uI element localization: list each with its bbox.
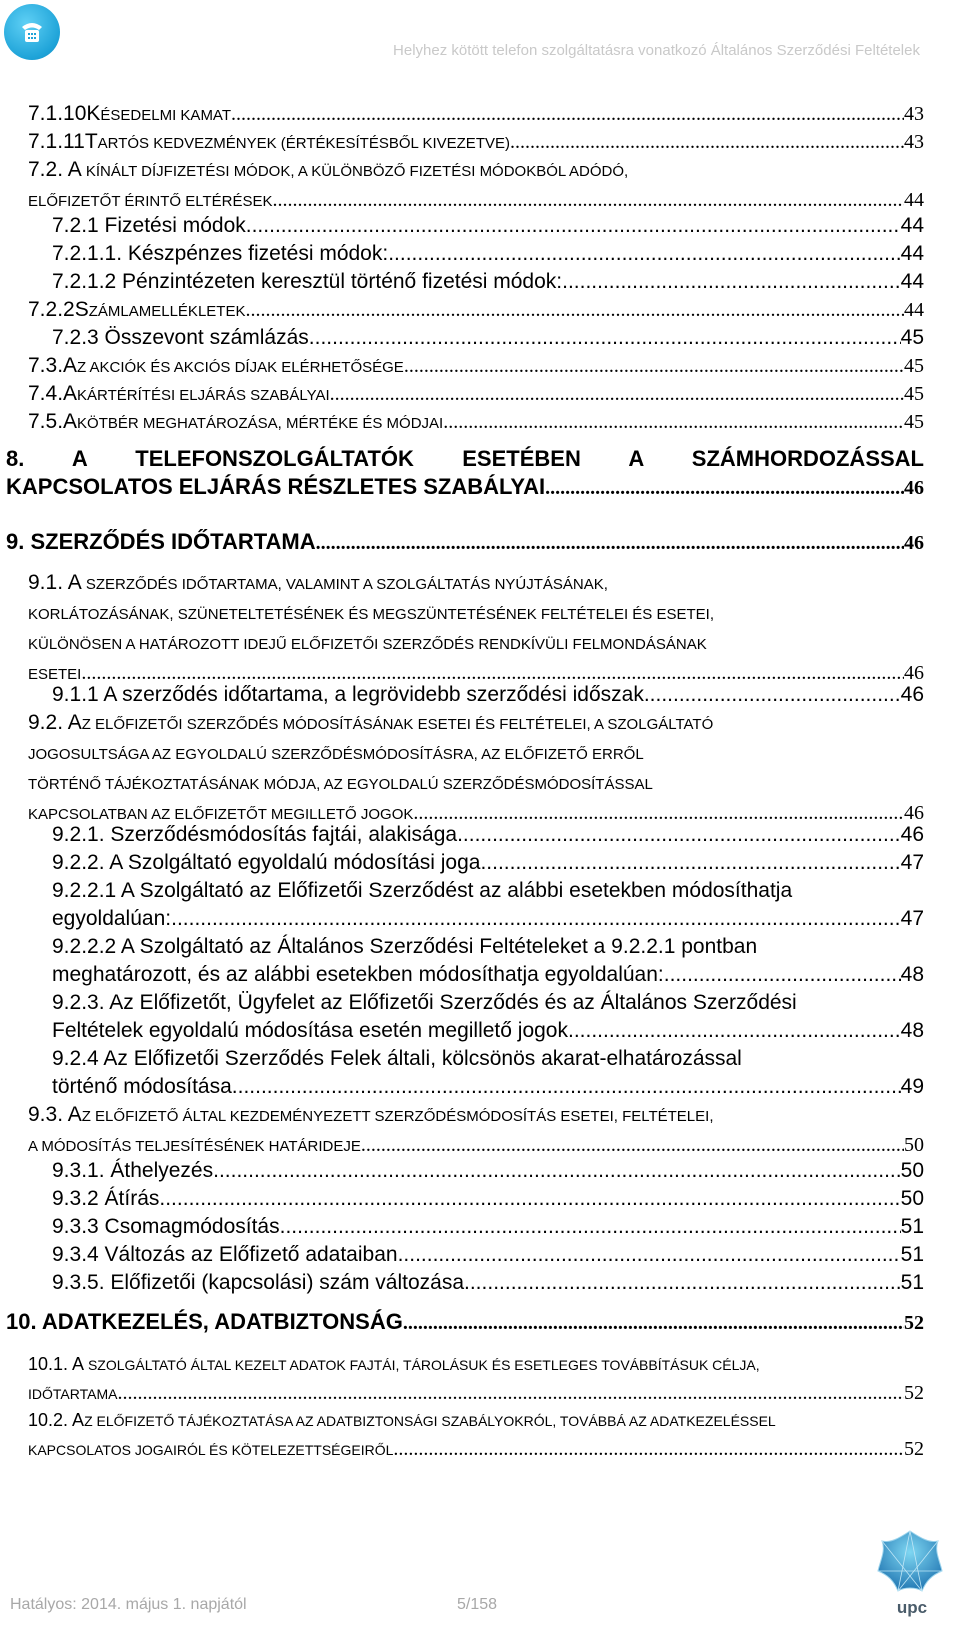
toc-entry[interactable]: 7.1.11 T ARTÓS KEDVEZMÉNYEK (ÉRTÉKESÍTÉSBŐL KIVEZETVE) ..... 43 [28,128,924,158]
svg-text:upc: upc [896,1598,928,1617]
page-number: 47 [900,907,924,930]
page-number: 46 [904,532,924,554]
toc-entry[interactable]: 9.1.1 A szerződés időtartama, a legrövidebb szerződési időszak ..... 46 [52,681,924,709]
toc-entry[interactable]: 9.3.1. Áthelyezés ..... 50 [52,1157,924,1185]
page-number: 48 [900,963,924,986]
page-number: 45 [904,383,924,405]
page-number: 46 [900,823,924,846]
toc-entry[interactable]: 9.2. AZ ELŐFIZETŐI SZERZŐDÉS MÓDOSÍTÁSÁNAK ESETEI ÉS FELTÉTELEI, A SZOLGÁLTATÓ JOGOSULTSÁGA AZ EGYOLDALÚ SZERZŐDÉSMÓDOSÍTÁSRA, AZ ELŐFIZETŐ ERRŐL TÖRTÉNŐ TÁJÉKOZTATÁSÁNAK MÓDJA, AZ EGYOLDALÚ SZERZŐDÉSMÓDOSÍTÁSSAL KAPCSOLATBAN AZ ELŐFIZETŐT MEGILLETŐ JOGOK ..... 46 [28,709,924,829]
toc-entry[interactable]: 9.1. A SZERZŐDÉS IDŐTARTAMA, VALAMINT A SZOLGÁLTATÁS NYÚJTÁSÁNAK, KORLÁTOZÁSÁNAK, SZÜNETELTETÉSÉNEK ÉS MEGSZÜNTETÉSÉNEK FELTÉTELEI ÉS ESETEI, KÜLÖNÖSEN A HATÁROZOTT IDEJŰ ELŐFIZETŐI SZERZŐDÉS RENDKÍVÜLI FELMONDÁSÁNAK ESETEI ..... 46 [28,569,924,689]
page-number: 44 [900,214,924,237]
toc-heading[interactable]: 8. A TELEFONSZOLGÁLTATÓK ESETÉBEN A SZÁMHORDOZÁSSAL KAPCSOLATOS ELJÁRÁS RÉSZLETES SZABÁLYAI ..... 46 [6,445,924,502]
page-number: 50 [900,1159,924,1182]
page-number: 48 [900,1019,924,1042]
toc-entry[interactable]: 7.2.1 Fizetési módok ..... 44 [52,212,924,240]
page-number: 46 [900,683,924,706]
page-number: 52 [904,1438,924,1460]
toc-entry[interactable]: 9.2.2.2 A Szolgáltató az Általános Szerződési Feltételeket a 9.2.2.1 pontban meghatározott, és az alábbi esetekben módosíthatja egyoldalúan: ..... 48 [52,933,924,989]
page-number: 50 [900,1187,924,1210]
toc-entry[interactable]: 10.2. AZ ELŐFIZETŐ TÁJÉKOZTATÁSA AZ ADATBIZTONSÁGI SZABÁLYOKRÓL, TOVÁBBÁ AZ ADATKEZELÉSSEL KAPCSOLATOS JOGAIRÓL ÉS KÖTELEZETTSÉGEIRŐL ..... 52 [28,1406,924,1464]
upc-logo-icon [868,1525,952,1619]
toc-entry[interactable]: 7.2.2 S ZÁMLAMELLÉKLETEK ..... 44 [28,296,924,326]
toc-entry[interactable]: 9.3. AZ ELŐFIZETŐ ÁLTAL KEZDEMÉNYEZETT SZERZŐDÉSMÓDOSÍTÁS ESETEI, FELTÉTELEI, A MÓDOSÍTÁS TELJESÍTÉSÉNEK HATÁRIDEJE ..... 50 [28,1101,924,1161]
toc-heading[interactable]: 10. ADATKEZELÉS, ADATBIZTONSÁG ..... 52 [6,1308,924,1337]
page-number: 51 [900,1271,924,1294]
toc-entry[interactable]: 9.3.2 Átírás ..... 50 [52,1185,924,1213]
page-number: 50 [904,1134,924,1156]
page-number: 43 [904,103,924,125]
page-number: 46 [904,662,924,684]
page-number: 46 [904,802,924,824]
header-title: Helyhez kötött telefon szolgáltatásra vonatkozó Általános Szerződési Feltételek [393,42,920,59]
page-number: 44 [900,242,924,265]
page-number: 44 [904,189,924,211]
toc-entry[interactable]: 9.3.3 Csomagmódosítás ..... 51 [52,1213,924,1241]
toc-heading[interactable]: 9. SZERZŐDÉS IDŐTARTAMA ..... 46 [6,528,924,557]
toc-entry[interactable]: 7.1.10 K ÉSEDELMI KAMAT ..... 43 [28,100,924,130]
page-number: 46 [904,477,924,499]
page-number: 45 [904,411,924,433]
toc-entry[interactable]: 9.3.4 Változás az Előfizető adataiban ..... 51 [52,1241,924,1269]
page-number: 44 [900,270,924,293]
page-number: 51 [900,1243,924,1266]
toc-entry[interactable]: 7.3. A Z AKCIÓK ÉS AKCIÓS DÍJAK ELÉRHETŐSÉGE ..... 45 [28,352,924,382]
page-number: 47 [900,851,924,874]
toc-entry[interactable]: 9.2.1. Szerződésmódosítás fajtái, alakisága ..... 46 [52,821,924,849]
page-number: 45 [904,355,924,377]
page-number: 52 [904,1312,924,1334]
page-number: 51 [900,1215,924,1238]
page-number: 49 [900,1075,924,1098]
toc-entry[interactable]: 9.2.2.1 A Szolgáltató az Előfizetői Szerződést az alábbi esetekben módosíthatja egyoldalúan: ..... 47 [52,877,924,933]
toc-entry[interactable]: 7.4. A KÁRTÉRÍTÉSI ELJÁRÁS SZABÁLYAI ..... 45 [28,380,924,410]
toc-entry[interactable]: 9.2.4 Az Előfizetői Szerződés Felek általi, kölcsönös akarat-elhatározással történő módosítása ..... 49 [52,1045,924,1101]
page-number: 45 [900,326,924,349]
toc-entry[interactable]: 7.5. A KÖTBÉR MEGHATÁROZÁSA, MÉRTÉKE ÉS MÓDJAI ..... 45 [28,408,924,438]
toc-entry[interactable]: 9.3.5. Előfizetői (kapcsolási) szám változása ..... 51 [52,1269,924,1297]
toc-entry[interactable]: 9.2.3. Az Előfizetőt, Ügyfelet az Előfizetői Szerződés és az Általános Szerződési Feltételek egyoldalú módosítása esetén megillető jogok ..... 48 [52,989,924,1045]
toc-entry[interactable]: 7.2.3 Összevont számlázás ..... 45 [52,324,924,352]
toc-entry[interactable]: 7.2.1.1. Készpénzes fizetési módok: ..... 44 [52,240,924,268]
page-number: 52 [904,1382,924,1404]
toc-entry[interactable]: 7.2.1.2 Pénzintézeten keresztül történő fizetési módok: ..... 44 [52,268,924,296]
phone-logo-icon [4,4,60,60]
page-number: 43 [904,131,924,153]
toc-entry[interactable]: 7.2. A KÍNÁLT DÍJFIZETÉSI MÓDOK, A KÜLÖNBÖZŐ FIZETÉSI MÓDOKBÓL ADÓDÓ, ELŐFIZETŐT ÉRINTŐ ELTÉRÉSEK ..... 44 [28,156,924,216]
toc-entry[interactable]: 9.2.2. A Szolgáltató egyoldalú módosítási joga ..... 47 [52,849,924,877]
footer-effective-date: Hatályos: 2014. május 1. napjától [10,1596,247,1613]
toc-entry[interactable]: 10.1. A SZOLGÁLTATÓ ÁLTAL KEZELT ADATOK FAJTÁI, TÁROLÁSUK ÉS ESETLEGES TOVÁBBÍTÁSUK CÉLJA, IDŐTARTAMA ..... 52 [28,1350,924,1408]
footer-page-count: 5/158 [457,1596,498,1613]
page-number: 44 [904,299,924,321]
